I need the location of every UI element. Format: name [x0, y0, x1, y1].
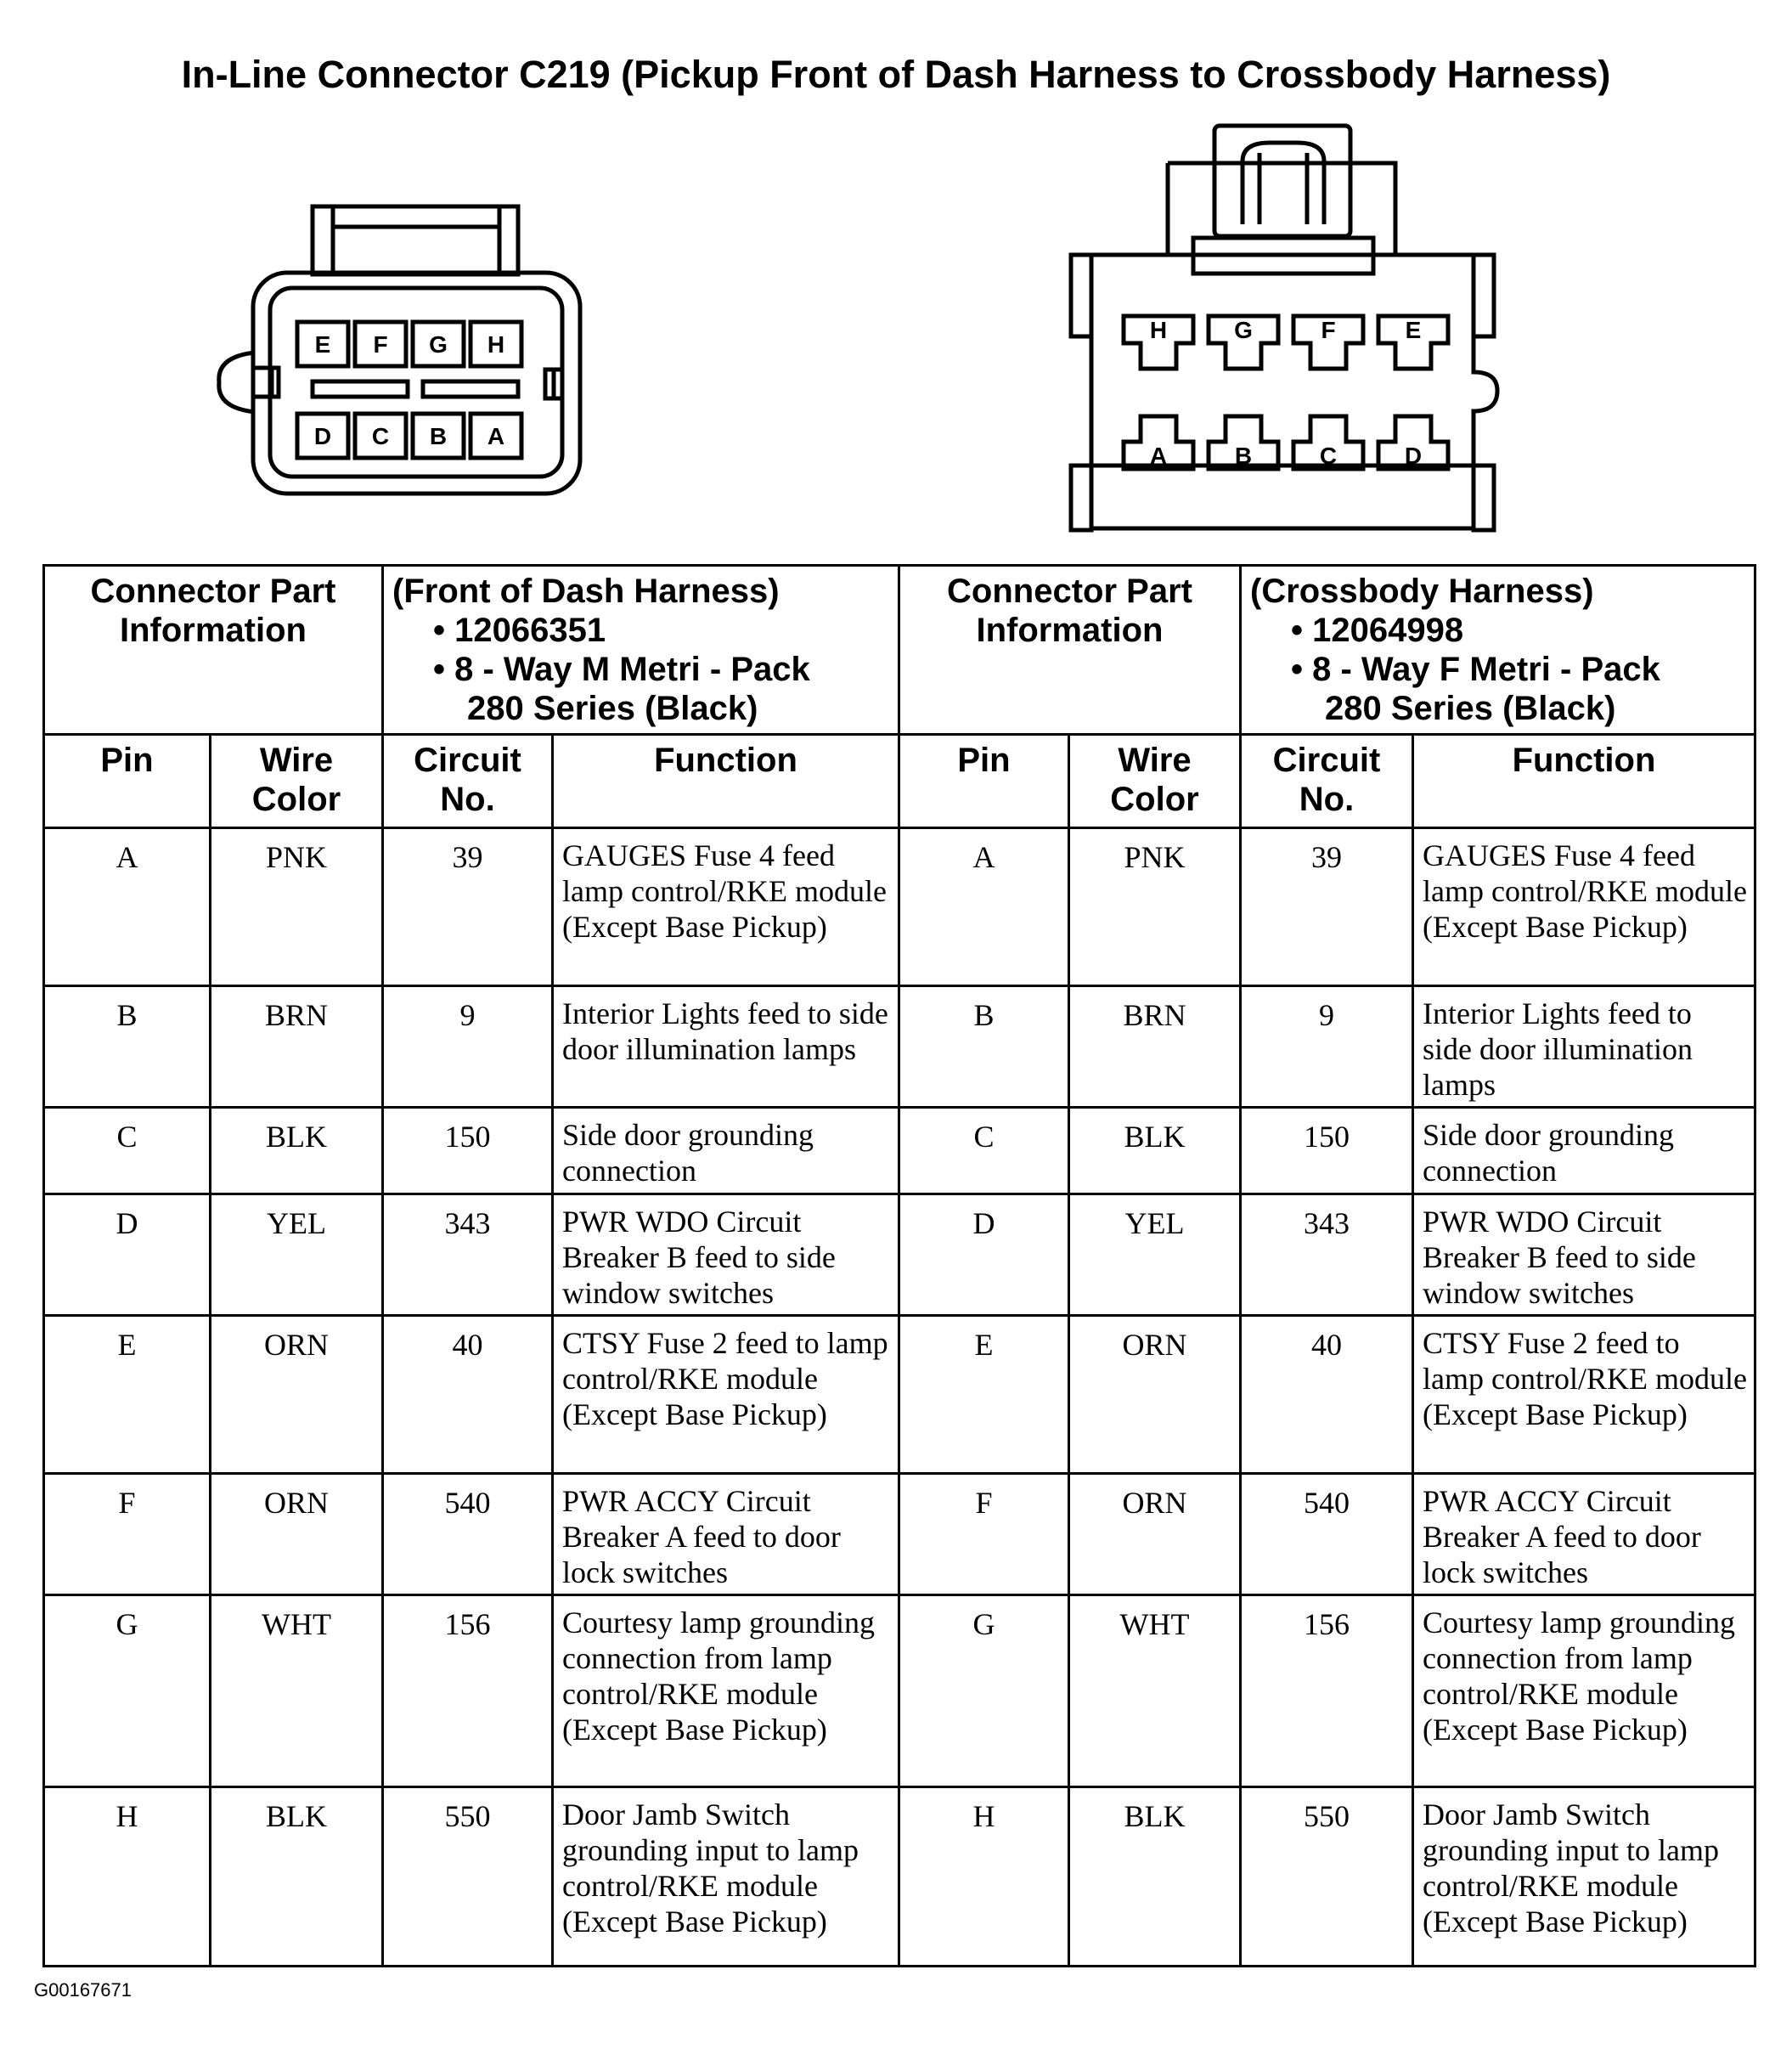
connector-info-row	[44, 566, 1755, 735]
function-cell: CTSY Fuse 2 feed to lamp control/RKE module (Except Base Pickup)	[553, 1316, 899, 1474]
figure-id: G00167671	[34, 1979, 132, 2001]
circuit-cell: 9	[1241, 986, 1413, 1108]
wire-color-cell: ORN	[211, 1474, 383, 1595]
left-part-number: • 12066351	[433, 612, 606, 649]
table-row	[44, 828, 1755, 986]
pin-label-a: A	[1149, 443, 1168, 469]
function-cell: GAUGES Fuse 4 feed lamp control/RKE module (Except Base Pickup)	[553, 828, 899, 986]
left-connector-diagram	[212, 200, 586, 505]
right-circuit-header: Circuit No.	[1241, 735, 1413, 828]
diagram-title: In-Line Connector C219 (Pickup Front of Dash Harness to Crossbody Harness)	[181, 53, 1611, 96]
pin-cell: G	[44, 1595, 211, 1787]
pin-label-f: F	[1321, 317, 1336, 343]
function-cell: PWR ACCY Circuit Breaker A feed to door lock switches	[553, 1474, 899, 1595]
wire-color-cell: BLK	[211, 1787, 383, 1967]
circuit-cell: 9	[383, 986, 553, 1108]
pin-label-a: A	[487, 423, 505, 449]
function-cell: Door Jamb Switch grounding input to lamp control/RKE module (Except Base Pickup)	[553, 1787, 899, 1967]
pin-cell: H	[899, 1787, 1069, 1967]
right-connector-info	[1241, 566, 1755, 735]
wire-color-cell: WHT	[211, 1595, 383, 1787]
pin-cell: D	[899, 1194, 1069, 1316]
left-connector-housing	[253, 273, 580, 494]
wire-color-cell: BLK	[211, 1108, 383, 1194]
circuit-cell: 550	[383, 1787, 553, 1967]
table-row	[44, 1474, 1755, 1595]
pin-cell: D	[44, 1194, 211, 1316]
function-cell: PWR WDO Circuit Breaker B feed to side window switches	[553, 1194, 899, 1316]
circuit-cell: 150	[383, 1108, 553, 1194]
table-row	[44, 1108, 1755, 1194]
pin-cell: H	[44, 1787, 211, 1967]
function-cell: Interior Lights feed to side door illumination lamps	[1413, 986, 1755, 1108]
right-connector-series: 280 Series (Black)	[1325, 690, 1616, 727]
right-wire-color-header: Wire Color	[1069, 735, 1241, 828]
circuit-cell: 156	[383, 1595, 553, 1787]
circuit-cell: 540	[383, 1474, 553, 1595]
left-connector-type: • 8 - Way M Metri - Pack	[433, 651, 810, 688]
table-row	[44, 1194, 1755, 1316]
circuit-cell: 343	[383, 1194, 553, 1316]
wire-color-cell: YEL	[1069, 1194, 1241, 1316]
right-pin-header: Pin	[899, 735, 1069, 828]
function-cell: Side door grounding connection	[553, 1108, 899, 1194]
pin-label-c: C	[371, 423, 390, 449]
left-connector-bottom-row	[297, 414, 521, 458]
pin-label-h: H	[1149, 317, 1168, 343]
pin-label-g: G	[1234, 317, 1253, 343]
function-cell: Interior Lights feed to side door illumination lamps	[553, 986, 899, 1108]
wire-color-cell: PNK	[1069, 828, 1241, 986]
function-cell: CTSY Fuse 2 feed to lamp control/RKE module (Except Base Pickup)	[1413, 1316, 1755, 1474]
wire-color-cell: ORN	[1069, 1316, 1241, 1474]
wire-color-cell: BLK	[1069, 1787, 1241, 1967]
pinout-table	[42, 564, 1756, 1967]
function-cell: Courtesy lamp grounding connection from lamp control/RKE module (Except Base Pickup)	[553, 1595, 899, 1787]
pin-label-e: E	[314, 331, 331, 358]
left-connector-top-row	[297, 322, 521, 366]
pin-label-f: F	[373, 331, 388, 358]
circuit-cell: 540	[1241, 1474, 1413, 1595]
circuit-cell: 156	[1241, 1595, 1413, 1787]
wire-color-cell: ORN	[211, 1316, 383, 1474]
right-connector-type: • 8 - Way F Metri - Pack	[1291, 651, 1660, 688]
table-row	[44, 986, 1755, 1108]
function-cell: PWR WDO Circuit Breaker B feed to side window switches	[1413, 1194, 1755, 1316]
left-connector-latch	[313, 206, 518, 274]
right-part-number: • 12064998	[1291, 612, 1464, 649]
circuit-cell: 343	[1241, 1194, 1413, 1316]
right-function-header: Function	[1413, 735, 1755, 828]
circuit-cell: 550	[1241, 1787, 1413, 1967]
right-connector-top-row	[1124, 316, 1448, 369]
pin-cell: C	[899, 1108, 1069, 1194]
left-circuit-header: Circuit No.	[383, 735, 553, 828]
right-connector-bottom-row	[1124, 416, 1448, 469]
wire-color-cell: BLK	[1069, 1108, 1241, 1194]
pin-cell: C	[44, 1108, 211, 1194]
circuit-cell: 40	[383, 1316, 553, 1474]
left-harness-name: (Front of Dash Harness)	[392, 573, 780, 610]
left-connector-info	[383, 566, 899, 735]
left-wire-color-header: Wire Color	[211, 735, 383, 828]
function-cell: Courtesy lamp grounding connection from lamp control/RKE module (Except Base Pickup)	[1413, 1595, 1755, 1787]
pin-cell: A	[44, 828, 211, 986]
function-cell: Door Jamb Switch grounding input to lamp control/RKE module (Except Base Pickup)	[1413, 1787, 1755, 1967]
wire-color-cell: WHT	[1069, 1595, 1241, 1787]
pin-cell: A	[899, 828, 1069, 986]
left-info-label: Connector Part Information	[44, 566, 383, 735]
circuit-cell: 40	[1241, 1316, 1413, 1474]
column-header-row	[44, 735, 1755, 828]
pin-label-c: C	[1319, 443, 1338, 469]
function-cell: PWR ACCY Circuit Breaker A feed to door lock switches	[1413, 1474, 1755, 1595]
circuit-cell: 39	[1241, 828, 1413, 986]
pin-label-g: G	[429, 331, 448, 358]
pin-cell: F	[899, 1474, 1069, 1595]
wire-color-cell: BRN	[211, 986, 383, 1108]
right-harness-name: (Crossbody Harness)	[1250, 573, 1594, 610]
pin-cell: B	[44, 986, 211, 1108]
right-info-label: Connector Part Information	[899, 566, 1241, 735]
pin-label-b: B	[429, 423, 448, 449]
pin-cell: E	[899, 1316, 1069, 1474]
left-connector-series: 280 Series (Black)	[467, 690, 758, 727]
right-connector-diagram	[1066, 119, 1507, 535]
circuit-cell: 39	[383, 828, 553, 986]
table-row	[44, 1595, 1755, 1787]
function-cell: GAUGES Fuse 4 feed lamp control/RKE module (Except Base Pickup)	[1413, 828, 1755, 986]
pin-label-d: D	[1404, 443, 1423, 469]
pin-label-d: D	[313, 423, 332, 449]
pin-label-b: B	[1234, 443, 1253, 469]
right-connector-housing	[1091, 255, 1497, 528]
left-function-header: Function	[553, 735, 899, 828]
pin-cell: E	[44, 1316, 211, 1474]
wire-color-cell: PNK	[211, 828, 383, 986]
pin-label-e: E	[1405, 317, 1422, 343]
function-cell: Side door grounding connection	[1413, 1108, 1755, 1194]
pin-cell: F	[44, 1474, 211, 1595]
pin-label-h: H	[487, 331, 505, 358]
circuit-cell: 150	[1241, 1108, 1413, 1194]
table-row	[44, 1787, 1755, 1967]
wire-color-cell: YEL	[211, 1194, 383, 1316]
pin-cell: B	[899, 986, 1069, 1108]
pin-cell: G	[899, 1595, 1069, 1787]
wire-color-cell: ORN	[1069, 1474, 1241, 1595]
table-row	[44, 1316, 1755, 1474]
wire-color-cell: BRN	[1069, 986, 1241, 1108]
left-pin-header: Pin	[44, 735, 211, 828]
